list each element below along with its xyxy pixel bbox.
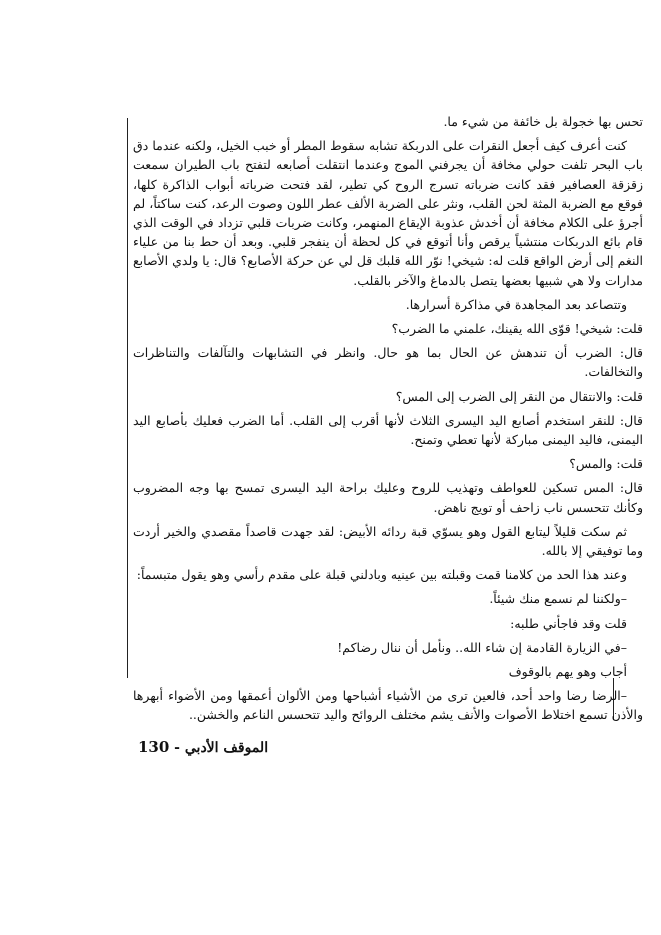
paragraph: قال: للنقر استخدم أصابع اليد اليسرى الثلاث لأنها أقرب إلى القلب. أما الضرب فعليك بأصابع اليد اليمنى، فاليد اليمنى مباركة لأنها تعطي وتمنح. [133,412,643,448]
page-footer [138,738,268,756]
paragraph: وتتصاعد بعد المجاهدة في مذاكرة أسرارها. [405,296,627,312]
dialogue-line: –ولكننا لم نسمع منك شيئاً. [489,591,627,607]
page-number: 130 [138,738,170,756]
paragraph: قلت: والمس؟ [569,456,643,472]
footer-separator: - [169,740,185,756]
paragraph: قال: الضرب أن تندهش عن الحال بما هو حال. وانظر في التشابهات والتآلفات والتناظرات والتخالفات. [133,345,643,380]
paragraph: قلت: شيخي! قوّى الله يقينك، علمني ما الضرب؟ [391,321,643,337]
paragraph: تحس بها خجولة بل خائفة من شيء ما. [443,114,643,129]
paragraph: ثم سكت قليلاً ليتابع القول وهو يسوّي قبة ردائه الأبيض: لقد جهدت قاصداً مقصدي والخير أردت وما توفيقي إلا بالله. [133,523,643,559]
paragraph: وعند هذا الحد من كلامنا قمت وقبلته بين عينيه وبادلني قبلة على مقدم رأسي وهو يقول متبسماً: [136,567,627,583]
dialogue-line: –في الزيارة القادمة إن شاء الله.. ونأمل أن ننال رضاكم! [337,639,627,655]
paragraph: قلت وقد فاجأني طلبه: [510,615,627,631]
magazine-title: الموقف الأدبي [184,740,269,756]
paragraph: كنت أعرف كيف أجعل النقرات على الدربكة تشابه سقوط المطر أو خبب الخيل، ولكنه عندما دق باب البحر تلفت حولي مخافة أن يجرفني الموج وعندما انتقلت أصابعه لتفتح باب الطيران سمعت زقزقة العصافير فقد كانت ضرباته تسرج الروح كي تطير، لقد فتحت ضرباته أبواب الذاكرة كلها، فوقع مع الضربة المثة لحن القلب، ونثر على الضربة الألف عطر اللون وصوت الرعد، كنت ساكتاً، لم أجرؤ على الكلام مخافة أن أخدش عذوبة الإيقاع المنهمر، وكانت ضربات قلبي تزداد في الوقت الذي قام بائع الدربكات منتشياً يرقص وأنا أتوقع في كل لحظة أن ينفجر قلبي. وبعد أن حط بنا من علياء النغم إلى أرض الواقع قلت له: شيخي! نوّر الله قلبك قل لي عن حركة الأصابع؟ قال: يا ولدي الأصابع مدارات ولا هي شبيها بعضها يتصل بالدماغ والآخر بالقلب. [133,138,643,288]
margin-rule-upper [127,118,128,678]
paragraph: أجاب وهو يهم بالوقوف [508,664,627,680]
paragraph: قال: المس تسكين للعواطف وتهذيب للروح وعليك براحة اليد اليسرى تمسح بها وجه المضروب وكأنك تتحسس ناب زاحف أو تويج ناهض. [133,480,643,515]
article-body [133,112,643,725]
paragraph: قلت: والانتقال من النقر إلى الضرب إلى المس؟ [395,388,643,404]
dialogue-line: –الرضا رضا واحد أحد، فالعين ترى من الأشياء أشباحها ومن الألوان أعمقها ومن الأضواء أبهرها والأذن تسمع اختلاط الأصوات والأنف يشم مختلف الروائح واليد تتحسس الناعم والخشن.. [133,688,643,723]
